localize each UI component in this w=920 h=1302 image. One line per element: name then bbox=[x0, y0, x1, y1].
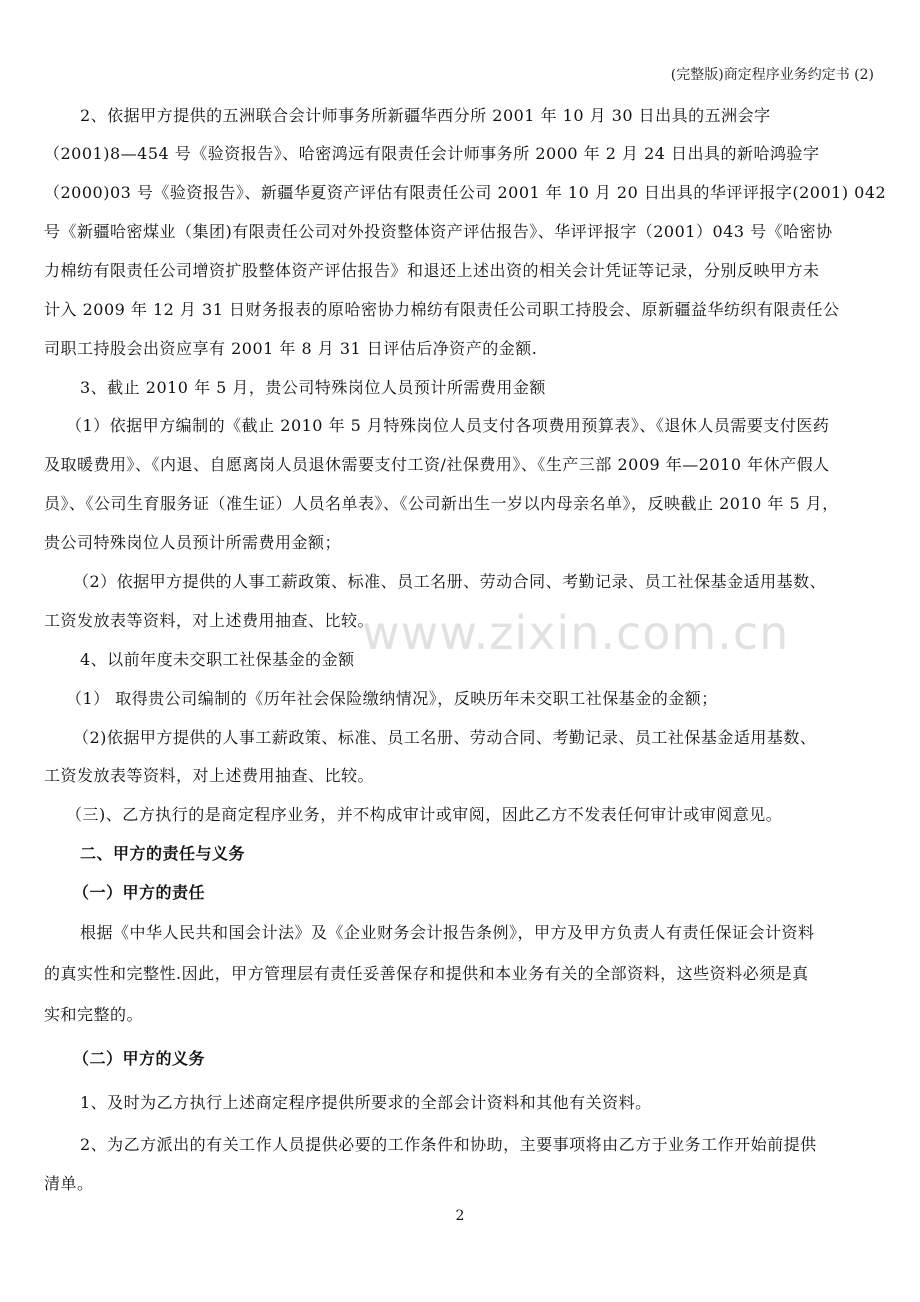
section-heading: 二、甲方的责任与义务 bbox=[80, 844, 246, 863]
paragraph-line: 2、依据甲方提供的五洲联合会计师事务所新疆华西分所 2001 年 10 月 30 日出具的五洲会字 bbox=[80, 106, 771, 125]
paragraph-line: 工资发放表等资料，对上述费用抽查、比较。 bbox=[44, 766, 375, 785]
paragraph-line: （2001)8—454 号《验资报告》、哈密鸿远有限责任会计师事务所 2000 年 2 月 24 日出具的新哈鸿验字 bbox=[44, 144, 820, 163]
paragraph-line: 1、及时为乙方执行上述商定程序提供所要求的全部会计资料和其他有关资料。 bbox=[80, 1093, 652, 1112]
paragraph-line: 的真实性和完整性.因此，甲方管理层有责任妥善保存和提供和本业务有关的全部资料，这些资料必须是真 bbox=[44, 964, 809, 983]
paragraph-line: （2)依据甲方提供的人事工薪政策、标准、员工名册、劳动合同、考勤记录、员工社保基金适用基数、 bbox=[73, 728, 817, 747]
paragraph-line: 工资发放表等资料，对上述费用抽查、比较。 bbox=[44, 611, 375, 630]
paragraph-line: 司职工持股会出资应享有 2001 年 8 月 31 日评估后净资产的金额. bbox=[44, 339, 538, 358]
paragraph-line: 计入 2009 年 12 月 31 日财务报表的原哈密协力棉纺有限责任公司职工持股会、原新疆益华纺织有限责任公 bbox=[44, 300, 840, 319]
paragraph-line: 清单。 bbox=[44, 1174, 94, 1193]
paragraph-line: 实和完整的。 bbox=[44, 1005, 144, 1024]
page-number: 2 bbox=[455, 1208, 465, 1224]
paragraph-line: （2）依据甲方提供的人事工薪政策、标准、员工名册、劳动合同、考勤记录、员工社保基金适用基数、 bbox=[73, 572, 827, 591]
paragraph-line: （1）依据甲方编制的《截止 2010 年 5 月特殊岗位人员支付各项费用预算表》、《退休人员需要支付医药 bbox=[66, 416, 830, 435]
paragraph-line: （三)、乙方执行的是商定程序业务，并不构成审计或审阅，因此乙方不发表任何审计或审阅意见。 bbox=[66, 805, 783, 824]
paragraph-line: 贵公司特殊岗位人员预计所需费用金额； bbox=[44, 533, 342, 552]
paragraph-line: 及取暖费用》、《内退、自愿离岗人员退休需要支付工资/社保费用》、《生产三部 2009 年—2010 年休产假人 bbox=[44, 455, 830, 474]
paragraph-line: 根据《中华人民共和国会计法》及《企业财务会计报告条例》，甲方及甲方负责人有责任保证会计资料 bbox=[80, 923, 815, 942]
running-header: (完整版)商定程序业务约定书 (2) bbox=[670, 67, 874, 83]
paragraph-line: 力棉纺有限责任公司增资扩股整体资产评估报告》和退还上述出资的相关会计凭证等记录，分别反映甲方未 bbox=[44, 261, 820, 280]
subsection-heading: （一）甲方的责任 bbox=[73, 883, 206, 902]
paragraph-line: 2、为乙方派出的有关工作人员提供必要的工作条件和协助，主要事项将由乙方于业务工作开始前提供 bbox=[80, 1135, 817, 1154]
paragraph-line: 员》、《公司生育服务证（准生证）人员名单表》、《公司新出生一岁以内母亲名单》，反映截止 2010 年 5 月， bbox=[44, 494, 839, 513]
paragraph-line: （2000)03 号《验资报告》、新疆华夏资产评估有限责任公司 2001 年 10 月 20 日出具的华评评报字(2001) 042 bbox=[44, 183, 887, 202]
subsection-heading: （二）甲方的义务 bbox=[73, 1049, 206, 1068]
paragraph-line: 号《新疆哈密煤业（集团)有限责任公司对外投资整体资产评估报告》、华评评报字（2001）043 号《哈密协 bbox=[44, 222, 833, 241]
paragraph-line: 4、以前年度未交职工社保基金的金额 bbox=[80, 650, 355, 669]
paragraph-line: （1） 取得贵公司编制的《历年社会保险缴纳情况》，反映历年未交职工社保基金的金额； bbox=[66, 689, 718, 708]
paragraph-line: 3、截止 2010 年 5 月，贵公司特殊岗位人员预计所需费用金额 bbox=[80, 378, 546, 397]
watermark-text: www.zixin.com.cn bbox=[362, 606, 790, 660]
